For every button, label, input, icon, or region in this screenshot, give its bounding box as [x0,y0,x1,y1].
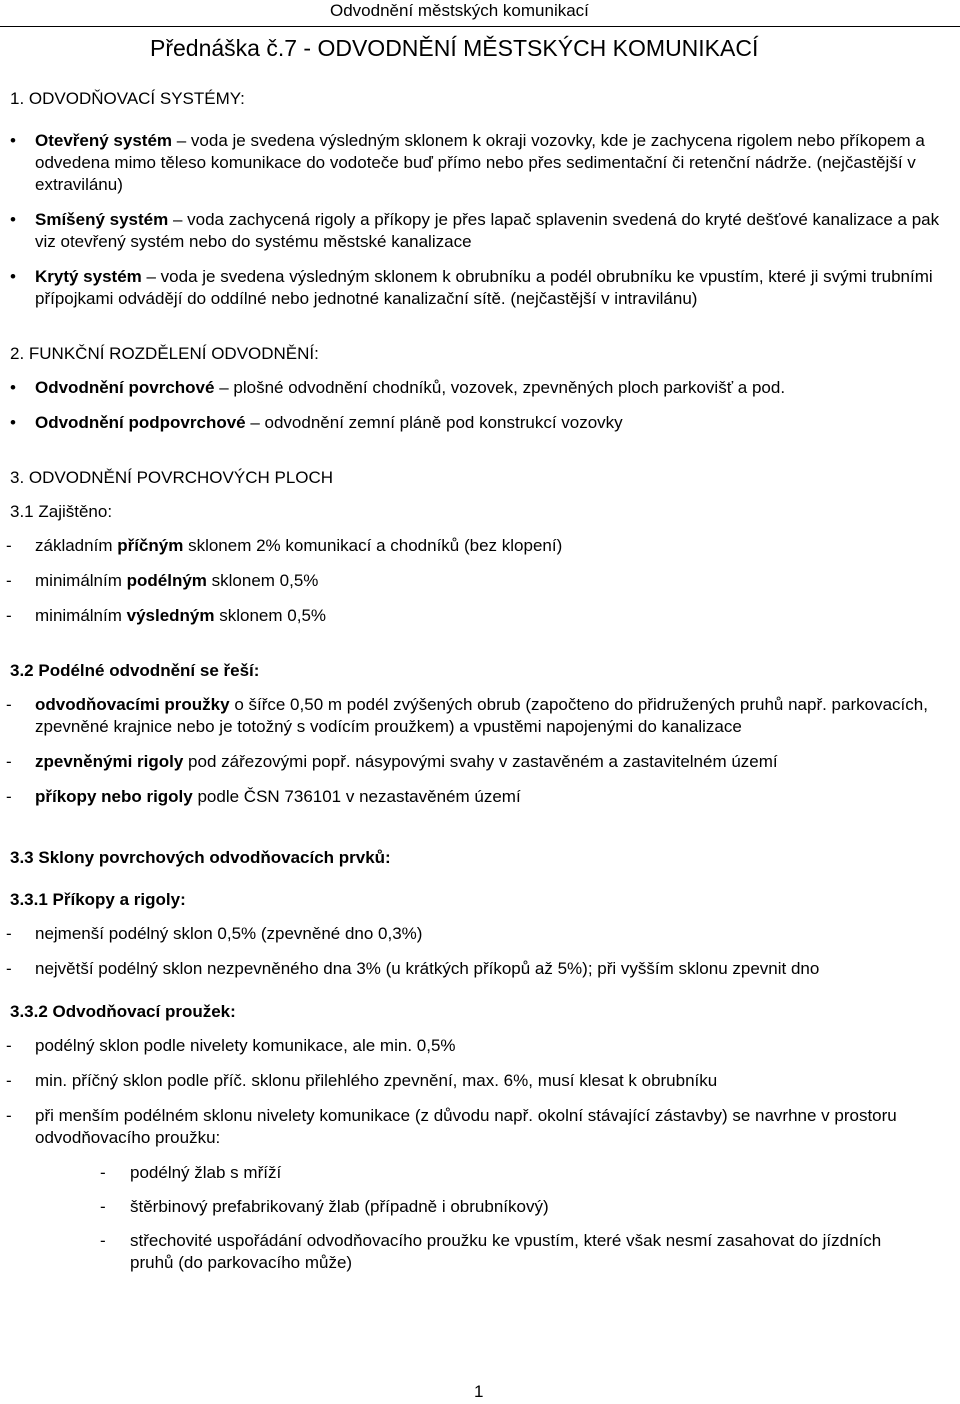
list-item [0,130,960,196]
dash-marker: - [6,1106,12,1125]
dash-marker: - [6,1071,12,1090]
item-text: – voda zachycená rigoly a příkopy je přes lapač splavenin svedená do kryté dešťové kanalizace a pak viz otevřený systém nebo do systému městské kanalizace [35,210,940,251]
section-3-3-2-heading: 3.3.2 Odvodňovací proužek: [10,1002,236,1021]
list-item [0,958,960,980]
dash-marker: - [6,571,12,590]
bullet-icon: • [10,131,16,150]
lecture-title: Přednáška č.7 - ODVODNĚNÍ MĚSTSKÝCH KOMUNIKACÍ [150,35,759,61]
list-item [0,1070,960,1092]
list-item [0,694,960,738]
item-text: základním [35,536,118,555]
dash-marker: - [100,1231,106,1250]
item-text: štěrbinový prefabrikovaný žlab (případně i obrubníkový) [130,1197,549,1216]
item-term: Odvodnění povrchové [35,378,215,397]
section-3-1-heading: 3.1 Zajištěno: [10,502,113,521]
dash-marker: - [6,695,12,714]
item-text: největší podélný sklon nezpevněného dna 3% (u krátkých příkopů až 5%); při vyšším sklonu zpevnit dno [35,959,820,978]
item-text: o šířce 0,50 m podél zvýšených obrub (započteno do přidružených pruhů např. parkovacích, zpevněné krajnice nebo je totožný s vodícím proužkem) a vpustěmi napojenými do kanalizace [35,695,928,736]
item-text: střechovité uspořádání odvodňovacího proužku ke vpustím, které však nesmí zasahovat do jízdních pruhů (do parkovacího může) [130,1231,882,1272]
section-3-3-heading: 3.3 Sklony povrchových odvodňovacích prvků: [10,848,391,867]
item-text: – voda je svedena výsledným sklonem k okraji vozovky, kde je zachycena rigolem nebo příkopem a odvedena mimo těleso komunikace do vodoteče buď přímo nebo přes sedimentační či retenční nádrže. (nejčastější v extravilánu) [35,131,925,194]
list-item [0,605,960,627]
item-term: Otevřený systém [35,131,173,150]
bullet-icon: • [10,210,16,229]
item-text: minimálním [35,606,127,625]
dash-marker: - [6,959,12,978]
page-number: 1 [474,1382,484,1401]
list-item [0,923,960,945]
dash-marker: - [6,924,12,943]
list-item [0,412,960,434]
section-2-heading: 2. FUNKČNÍ ROZDĚLENÍ ODVODNĚNÍ: [10,344,319,363]
item-text: sklonem 0,5% [206,571,319,590]
item-emphasis: podélným [126,571,207,590]
list-item [0,570,960,592]
item-text: – odvodnění zemní pláně pod konstrukcí vozovky [245,413,623,432]
item-text: min. příčný sklon podle příč. sklonu přilehlého zpevnění, max. 6%, musí klesat k obrubníku [35,1071,718,1090]
item-text: při menším podélném sklonu nivelety komunikace (z důvodu např. okolní stávající zástavby) se navrhne v prostoru odvodňovacího proužku: [35,1106,897,1147]
item-text: minimálním [35,571,127,590]
item-term: Smíšený systém [35,210,169,229]
dash-marker: - [6,1036,12,1055]
item-text: – plošné odvodnění chodníků, vozovek, zpevněných ploch parkovišť a pod. [214,378,786,397]
dash-marker: - [100,1163,106,1182]
list-item [0,266,960,310]
list-item [0,1035,960,1057]
bullet-icon: • [10,413,16,432]
list-item [0,377,960,399]
item-text: nejmenší podélný sklon 0,5% (zpevněné dno 0,3%) [35,924,423,943]
sub-list-item [0,1230,960,1274]
item-text: sklonem 0,5% [214,606,327,625]
item-text: podélný žlab s mříží [130,1163,282,1182]
section-3-3-1-heading: 3.3.1 Příkopy a rigoly: [10,890,186,909]
item-emphasis: zpevněnými rigoly [35,752,184,771]
item-text: – voda je svedena výsledným sklonem k obrubníku a podél obrubníku ke vpustím, které ji svými trubními přípojkami odvádějí do oddílné nebo jednotné kanalizační sítě. (nejčastější v intravilánu) [35,267,933,308]
document-body [0,88,960,1286]
item-text: sklonem 2% komunikací a chodníků (bez klopení) [183,536,563,555]
list-item [0,209,960,253]
bullet-icon: • [10,378,16,397]
bullet-icon: • [10,267,16,286]
item-emphasis: odvodňovacími proužky [35,695,230,714]
dash-marker: - [6,606,12,625]
item-term: Odvodnění podpovrchové [35,413,246,432]
list-item [0,751,960,773]
item-text: pod zářezovými popř. násypovými svahy v zastavěném a zastavitelném území [183,752,778,771]
list-item [0,535,960,557]
dash-marker: - [6,752,12,771]
item-term: Krytý systém [35,267,142,286]
section-1-heading: 1. ODVODŇOVACÍ SYSTÉMY: [10,89,245,108]
header-rule [0,26,960,27]
item-text: podle ČSN 736101 v nezastavěném území [192,787,521,806]
section-3-heading: 3. ODVODNĚNÍ POVRCHOVÝCH PLOCH [10,468,334,487]
list-item [0,1105,960,1149]
dash-marker: - [6,536,12,555]
item-emphasis: výsledným [126,606,215,625]
section-3-2-heading: 3.2 Podélné odvodnění se řeší: [10,661,260,680]
sub-list-item [0,1196,960,1218]
dash-marker: - [100,1197,106,1216]
running-header: Odvodnění městských komunikací [330,1,589,20]
dash-marker: - [6,787,12,806]
list-item [0,786,960,808]
item-emphasis: příkopy nebo rigoly [35,787,193,806]
item-text: podélný sklon podle nivelety komunikace, ale min. 0,5% [35,1036,456,1055]
sub-list-item [0,1162,960,1184]
item-emphasis: příčným [117,536,184,555]
